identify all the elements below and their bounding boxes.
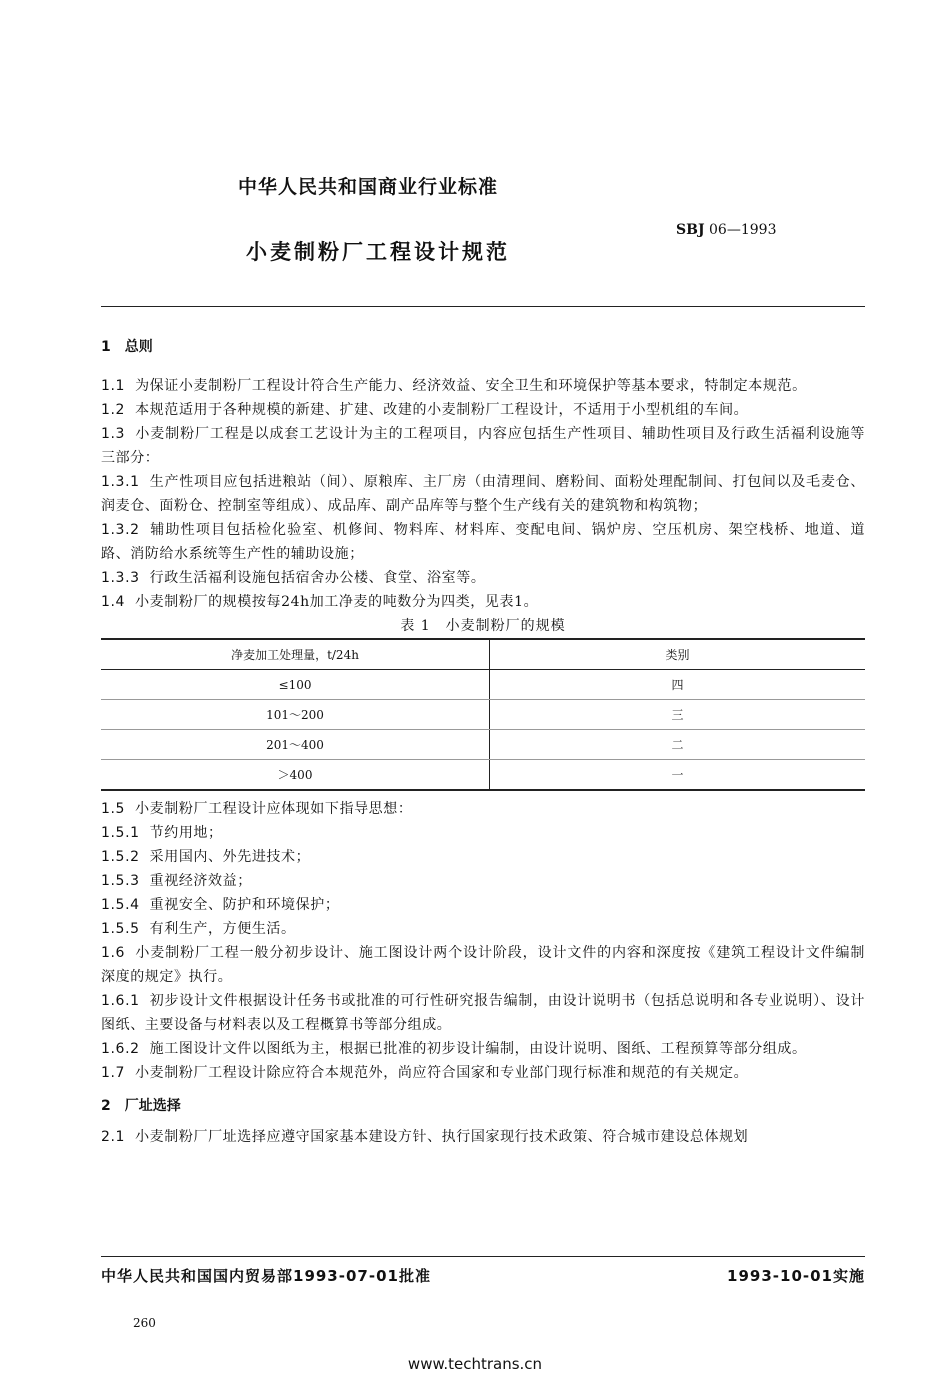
page-number: 260 <box>133 1316 156 1330</box>
clause-1-3-2: 1.3.2 辅助性项目包括检化验室、机修间、物料库、材料库、变配电间、锅炉房、空压机房、架空栈桥、地道、道路、消防给水系统等生产性的辅助设施； <box>101 522 865 562</box>
header-rule <box>101 306 865 307</box>
table-cell-capacity: ≤100 <box>101 670 490 700</box>
approval-text: 中华人民共和国国内贸易部1993-07-01批准 <box>101 1267 431 1285</box>
clause-1-5: 1.5 小麦制粉厂工程设计应体现如下指导思想： <box>101 801 413 817</box>
table-cell-category: 四 <box>490 670 866 700</box>
table-row <box>101 760 865 791</box>
clause-1-5-4: 1.5.4 重视安全、防护和环境保护； <box>101 897 340 913</box>
standard-prefix: SBJ <box>676 222 705 238</box>
clause-2-1: 2.1 小麦制粉厂厂址选择应遵守国家基本建设方针、执行国家现行技术政策、符合城市建设总体规划 <box>101 1129 749 1145</box>
clause-1-3: 1.3 小麦制粉厂工程是以成套工艺设计为主的工程项目，内容应包括生产性项目、辅助性项目及行政生活福利设施等三部分： <box>101 426 865 466</box>
table-cell-category: 一 <box>490 760 866 791</box>
clause-1-5-1: 1.5.1 节约用地； <box>101 825 223 841</box>
section-heading-1: 1 总则 <box>101 339 153 355</box>
clause-1-7: 1.7 小麦制粉厂工程设计除应符合本规范外，尚应符合国家和专业部门现行标准和规范的有关规定。 <box>101 1065 749 1081</box>
table-header-capacity: 净麦加工处理量，t/24h <box>101 639 490 670</box>
table-header-category: 类别 <box>490 639 866 670</box>
table-header-row <box>101 639 865 670</box>
clause-1-3-1: 1.3.1 生产性项目应包括进粮站（间）、原粮库、主厂房（由清理间、磨粉间、面粉处理配制间、打包间以及毛麦仓、润麦仓、面粉仓、控制室等组成）、成品库、副产品库等与整个生产线有关的建筑物和构筑物； <box>101 474 865 514</box>
clause-1-6-2: 1.6.2 施工图设计文件以图纸为主，根据已批准的初步设计编制，由设计说明、图纸、工程预算等部分组成。 <box>101 1041 807 1057</box>
table-cell-capacity: ＞400 <box>101 760 490 791</box>
footer-rule <box>101 1256 865 1257</box>
document-title: 小麦制粉厂工程设计规范 <box>246 240 510 264</box>
table-row <box>101 670 865 700</box>
table-row <box>101 700 865 730</box>
clause-1-2: 1.2 本规范适用于各种规模的新建、扩建、改建的小麦制粉厂工程设计，不适用于小型机组的车间。 <box>101 402 749 418</box>
scale-table <box>101 638 865 791</box>
clause-1-5-2: 1.5.2 采用国内、外先进技术； <box>101 849 311 865</box>
table-row <box>101 730 865 760</box>
table-cell-category: 二 <box>490 730 866 760</box>
standard-organization: 中华人民共和国商业行业标准 <box>238 176 499 198</box>
clause-1-5-3: 1.5.3 重视经济效益； <box>101 873 252 889</box>
clause-1-4: 1.4 小麦制粉厂的规模按每24h加工净麦的吨数分为四类，见表1。 <box>101 594 539 610</box>
clause-1-5-5: 1.5.5 有利生产，方便生活。 <box>101 921 296 937</box>
table-cell-capacity: 101～200 <box>101 700 490 730</box>
clause-1-3-3: 1.3.3 行政生活福利设施包括宿舍办公楼、食堂、浴室等。 <box>101 570 486 586</box>
clause-1-1: 1.1 为保证小麦制粉厂工程设计符合生产能力、经济效益、安全卫生和环境保护等基本要求，特制定本规范。 <box>101 378 807 394</box>
section-heading-2: 2 厂址选择 <box>101 1098 181 1114</box>
standard-code <box>676 222 776 238</box>
watermark-link[interactable]: www.techtrans.cn <box>407 1355 543 1373</box>
standard-number: 06—1993 <box>704 222 777 238</box>
clause-1-6-1: 1.6.1 初步设计文件根据设计任务书或批准的可行性研究报告编制，由设计说明书（包括总说明和各专业说明）、设计图纸、主要设备与材料表以及工程概算书等部分组成。 <box>101 993 865 1033</box>
clause-1-6: 1.6 小麦制粉厂工程一般分初步设计、施工图设计两个设计阶段，设计文件的内容和深度按《建筑工程设计文件编制深度的规定》执行。 <box>101 945 865 985</box>
table-cell-capacity: 201～400 <box>101 730 490 760</box>
document-body <box>101 336 865 1149</box>
table-caption: 表 1 小麦制粉厂的规模 <box>400 618 566 634</box>
effective-date: 1993-10-01实施 <box>727 1267 865 1285</box>
table-cell-category: 三 <box>490 700 866 730</box>
